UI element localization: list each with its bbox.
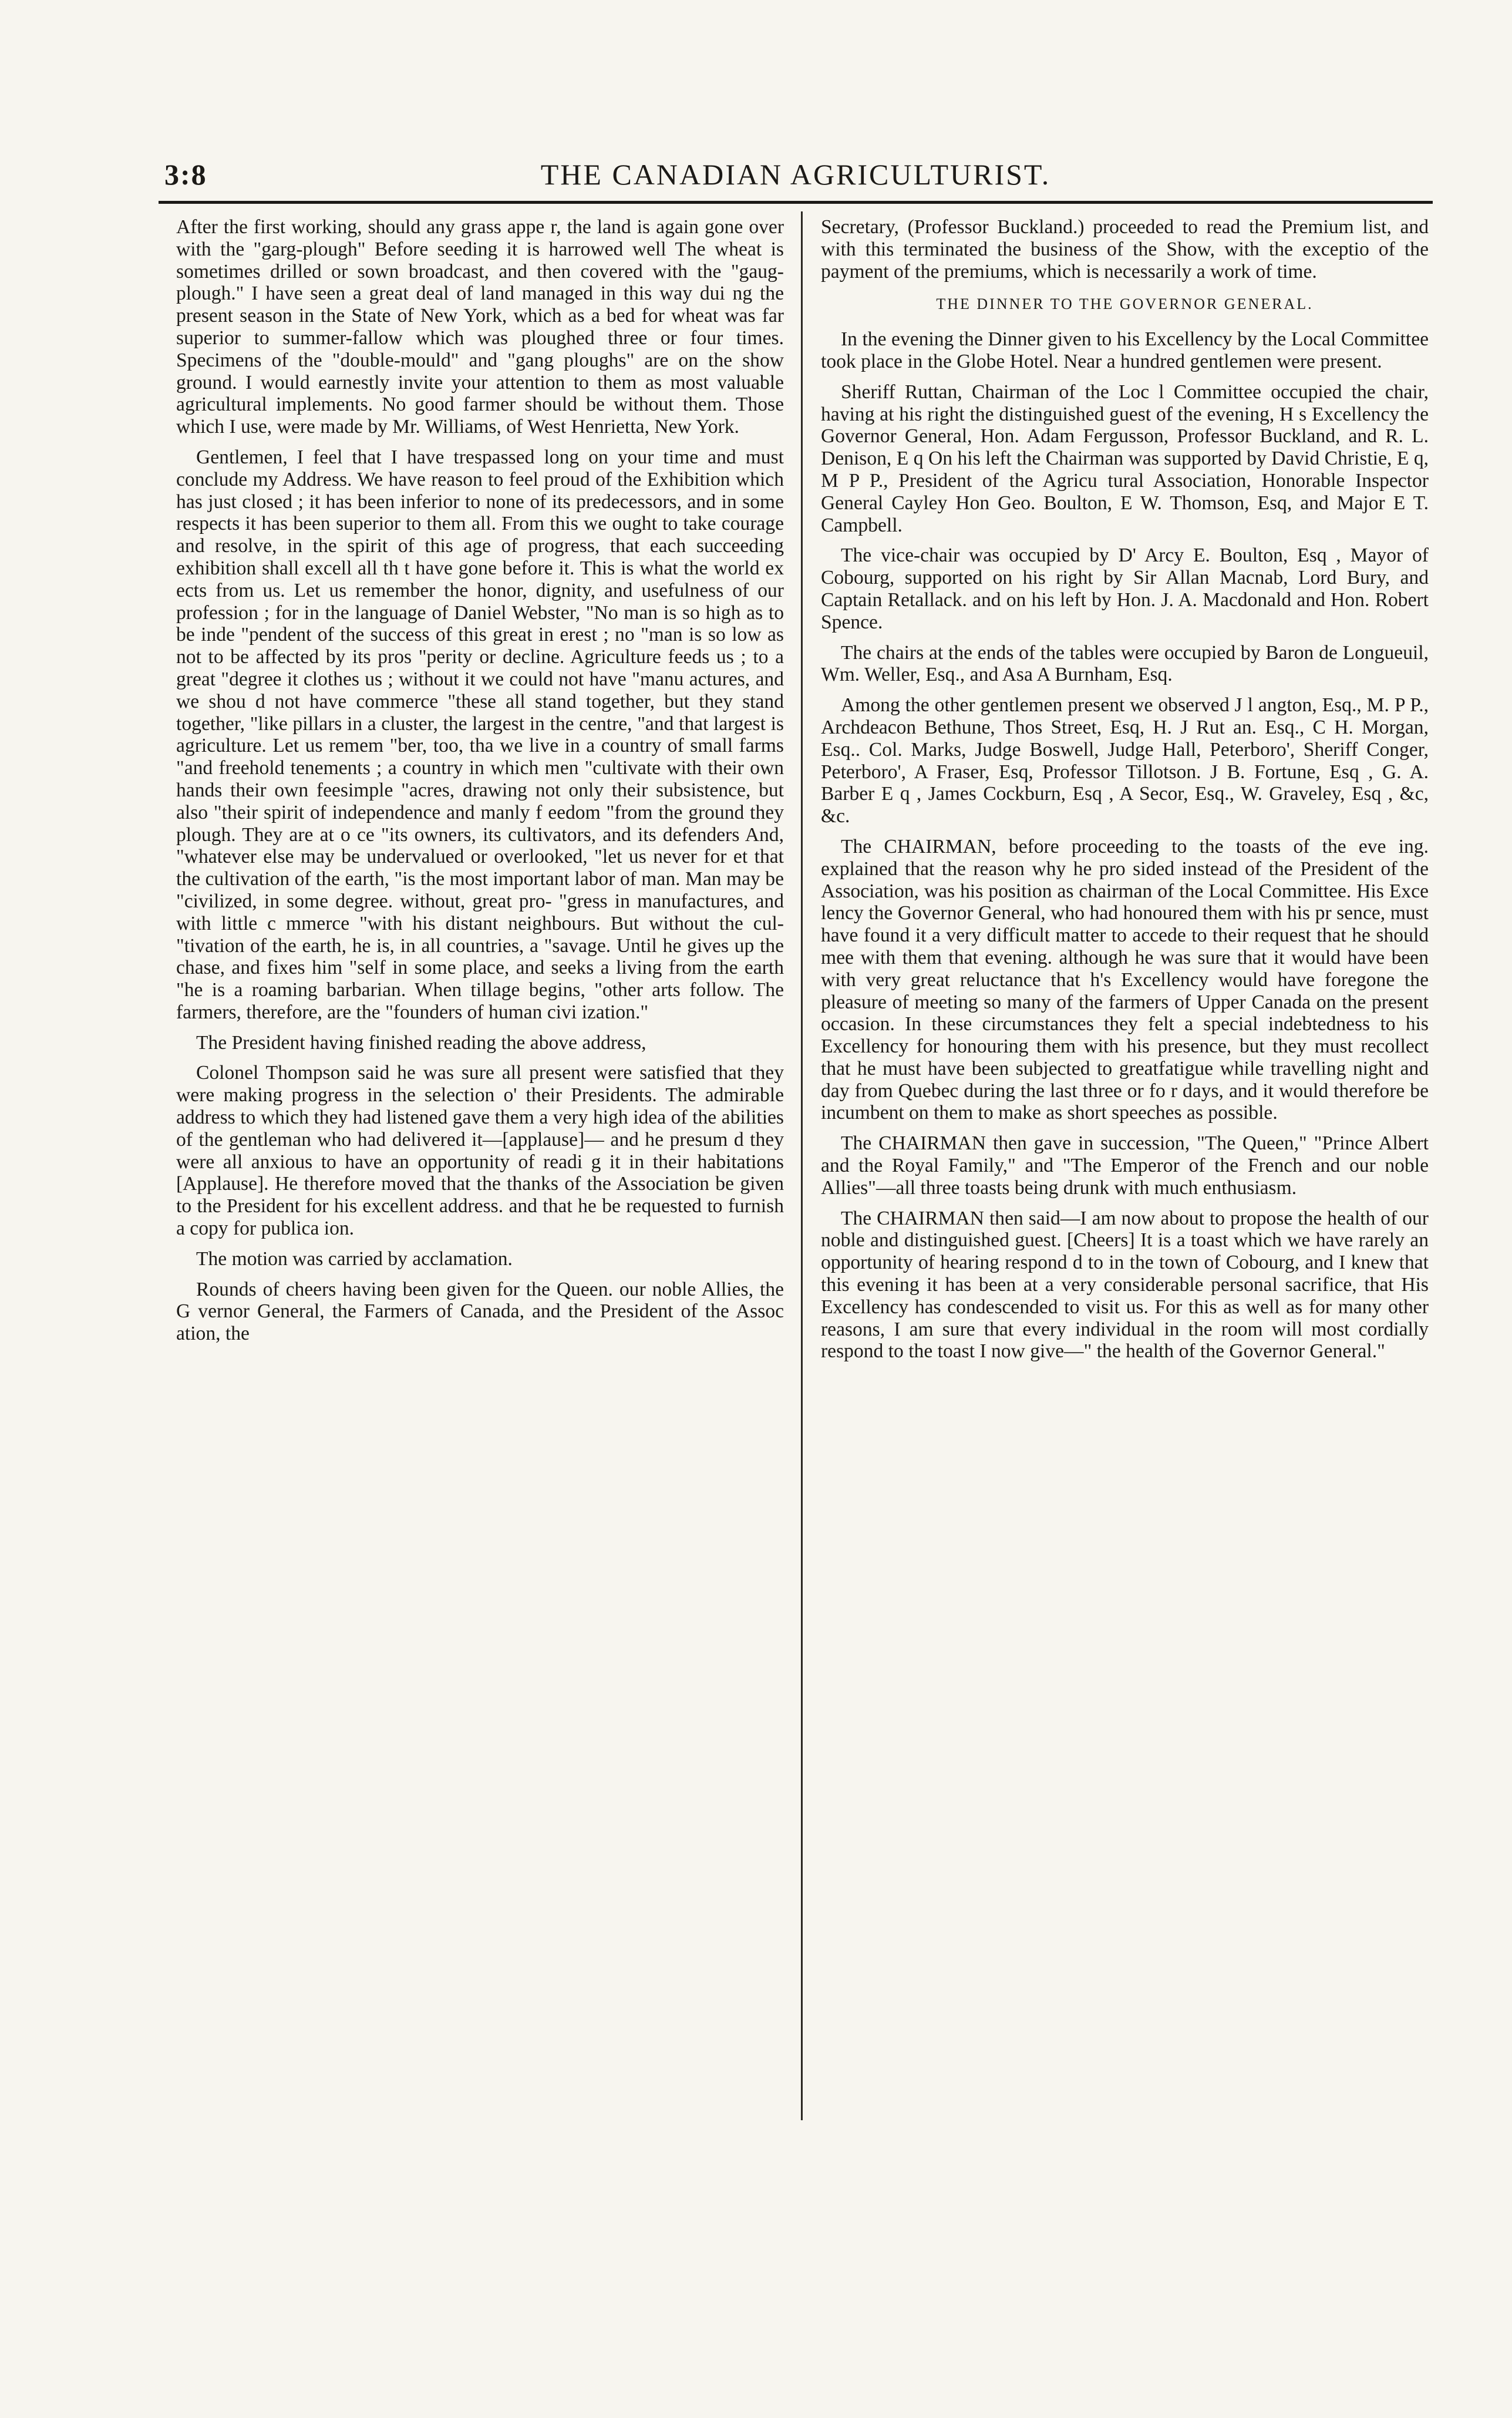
paragraph: Sheriff Ruttan, Chairman of the Loc l Committee occupied the chair, having at his right the distinguished guest of the evening, H s Excellency the Governor General, Hon. Adam Fergusson, Professor Buckland, and R. L. Denison, E q On his left the Chairman was supported by David Christie, E q, M P P., President of the Agricu tural Association, Honorable Inspector General Cayley Hon Geo. Boulton, E W. Thomson, Esq, and Major E T. Campbell. — [821, 381, 1429, 536]
paragraph: The CHAIRMAN then said—I am now about to propose the health of our noble and distinguished guest. [Cheers] It is a toast which we have rarely an opportunity of hearing respond d to in the town of Cobourg, and I knew that this evening it has been at a very considerable personal sacrifice, that His Excellency has condescended to visit us. For this as well as for many other reasons, I am sure that every individual in the room will most cordially respond to the toast I now give—" the health of the Governor General." — [821, 1207, 1429, 1363]
paragraph: In the evening the Dinner given to his Excellency by the Local Committee took place in the Globe Hotel. Near a hundred gentlemen were present. — [821, 328, 1429, 372]
paragraph: The CHAIRMAN, before proceeding to the toasts of the eve ing. explained that the reason why he pro sided instead of the President of the Association, was his position as chairman of the Local Committee. His Exce lency the Governor General, who had honoured them with his pr sence, must have found it a very difficult matter to accede to their request that he should mee with them that evening. although he was sure that it would have been with very great reluctance that h's Excellency would have foregone the pleasure of meeting so many of the farmers of Upper Canada on the present occasion. In these circumstances they felt a special indebtedness to his Excellency for honouring them with his presence, but they must recollect that he must have been subjected to greatfatigue while travelling night and day from Quebec during the last three or fo r days, and it would therefore be incumbent on them to make as short speeches as possible. — [821, 835, 1429, 1124]
page-number: 3:8 — [164, 158, 207, 191]
paragraph: The chairs at the ends of the tables were occupied by Baron de Longueuil, Wm. Weller, Esq., and Asa A Burnham, Esq. — [821, 641, 1429, 686]
paragraph: Rounds of cheers having been given for the Queen. our noble Allies, the G vernor General, the Farmers of Canada, and the President of the Assoc ation, the — [176, 1278, 784, 1345]
paragraph: Colonel Thompson said he was sure all present were satisfied that they were making progress in the selection o' their Presidents. The admirable address to which they had listened gave them a very high idea of the abilities of the gentleman who had delivered it—[applause]— and he presum d they were all anxious to have an opportunity of readi g it in their habitations [Applause]. He therefore moved that the thanks of the Association be given to the President for his excellent address. and that he be requested to furnish a copy for publica ion. — [176, 1062, 784, 1240]
column-divider — [801, 211, 803, 2120]
paragraph: Secretary, (Professor Buckland.) proceeded to read the Premium list, and with this terminated the business of the Show, with the exceptio of the payment of the premiums, which is necessarily a work of time. — [821, 216, 1429, 283]
paragraph: The motion was carried by acclamation. — [196, 1247, 513, 1270]
paragraph: The vice-chair was occupied by D' Arcy E. Boulton, Esq , Mayor of Cobourg, supported on his right by Sir Allan Macnab, Lord Bury, and Captain Retallack. and on his left by Hon. J. A. Macdonald and Hon. Robert Spence. — [821, 544, 1429, 633]
paragraph: Gentlemen, I feel that I have trespassed long on your time and must conclude my Address. We have reason to feel proud of the Exhibition which has just closed ; it has been inferior to none of its predecessors, and in some respects it has been superior to them all. From this we ought to take courage and resolve, in the spirit of this age of progress, that each succeeding exhibition shall excell all th t have gone before it. This is what the world ex ects from us. Let us remember the honor, dignity, and usefulness of our profession ; for in the language of Daniel Webster, "No man is so high as to be inde "pendent of the success of this great in erest ; no "man is so low as not to be affected by its pros "perity or decline. Agriculture feeds us ; to a great "degree it clothes us ; without it we could not have "manu actures, and we shou d not have commerce "these all stand together, but they stand together, "like pillars in a cluster, the largest in the centre, "and that largest is agriculture. Let us remem "ber, too, tha we live in a country of small farms "and freehold tenements ; a country in which men "cultivate with their own hands their own feesimple "acres, drawing not only their subsistence, but also "their spirit of independence and manly f eedom "from the ground they plough. They are at o ce "its owners, its cultivators, and its defenders And, "whatever else may be undervalued or overlooked, "let us never for et that the cultivation of the earth, "is the most important labor of man. Man may be "civilized, in some degree. without, great pro- "gress in manufactures, and with little c mmerce "with his distant neighbours. But without the cul- "tivation of the earth, he is, in all countries, a "savage. Until he gives up the chase, and fixes him "self in some place, and seeks a living from the earth "he is a roaming barbarian. When tillage begins, "other arts follow. The farmers, therefore, are the "founders of human civi ization." — [176, 446, 784, 1023]
header-rule — [159, 201, 1433, 204]
right-column — [821, 216, 1429, 1371]
paragraph: Among the other gentlemen present we observed J l angton, Esq., M. P P., Archdeacon Bethune, Thos Street, Esq, H. J Rut an. Esq., C H. Morgan, Esq.. Col. Marks, Judge Boswell, Judge Hall, Peterboro', Sheriff Conger, Peterboro', A Fraser, Esq, Professor Tillotson. J B. Fortune, Esq , G. A. Barber E q , James Cockburn, Esq , A Secor, Esq., W. Graveley, Esq , &c, &c. — [821, 694, 1429, 828]
left-column — [176, 216, 784, 1353]
running-title: THE CANADIAN AGRICULTURIST. — [540, 158, 1051, 191]
page-header — [159, 157, 1433, 199]
paragraph: After the first working, should any grass appe r, the land is again gone over with the "garg-plough" Before seeding it is harrowed well The wheat is sometimes drilled or sown broadcast, and then covered with the "gaug-plough." I have seen a great deal of land managed in this way dui ng the present season in the State of New York, which as a bed for wheat was far superior to summer-fallow which was ploughed three or four times. Specimens of the "double-mould" and "gang ploughs" are on the show ground. I would earnestly invite your attention to them as most valuable agricultural implements. No good farmer should be without them. Those which I use, were made by Mr. Williams, of West Henrietta, New York. — [176, 216, 784, 438]
paragraph: The President having finished reading the above address, — [196, 1031, 646, 1054]
paragraph: The CHAIRMAN then gave in succession, "The Queen," "Prince Albert and the Royal Family," and "The Emperor of the French and our noble Allies"—all three toasts being drunk with much enthusiasm. — [821, 1132, 1429, 1199]
section-heading: THE DINNER TO THE GOVERNOR GENERAL. — [936, 295, 1314, 313]
